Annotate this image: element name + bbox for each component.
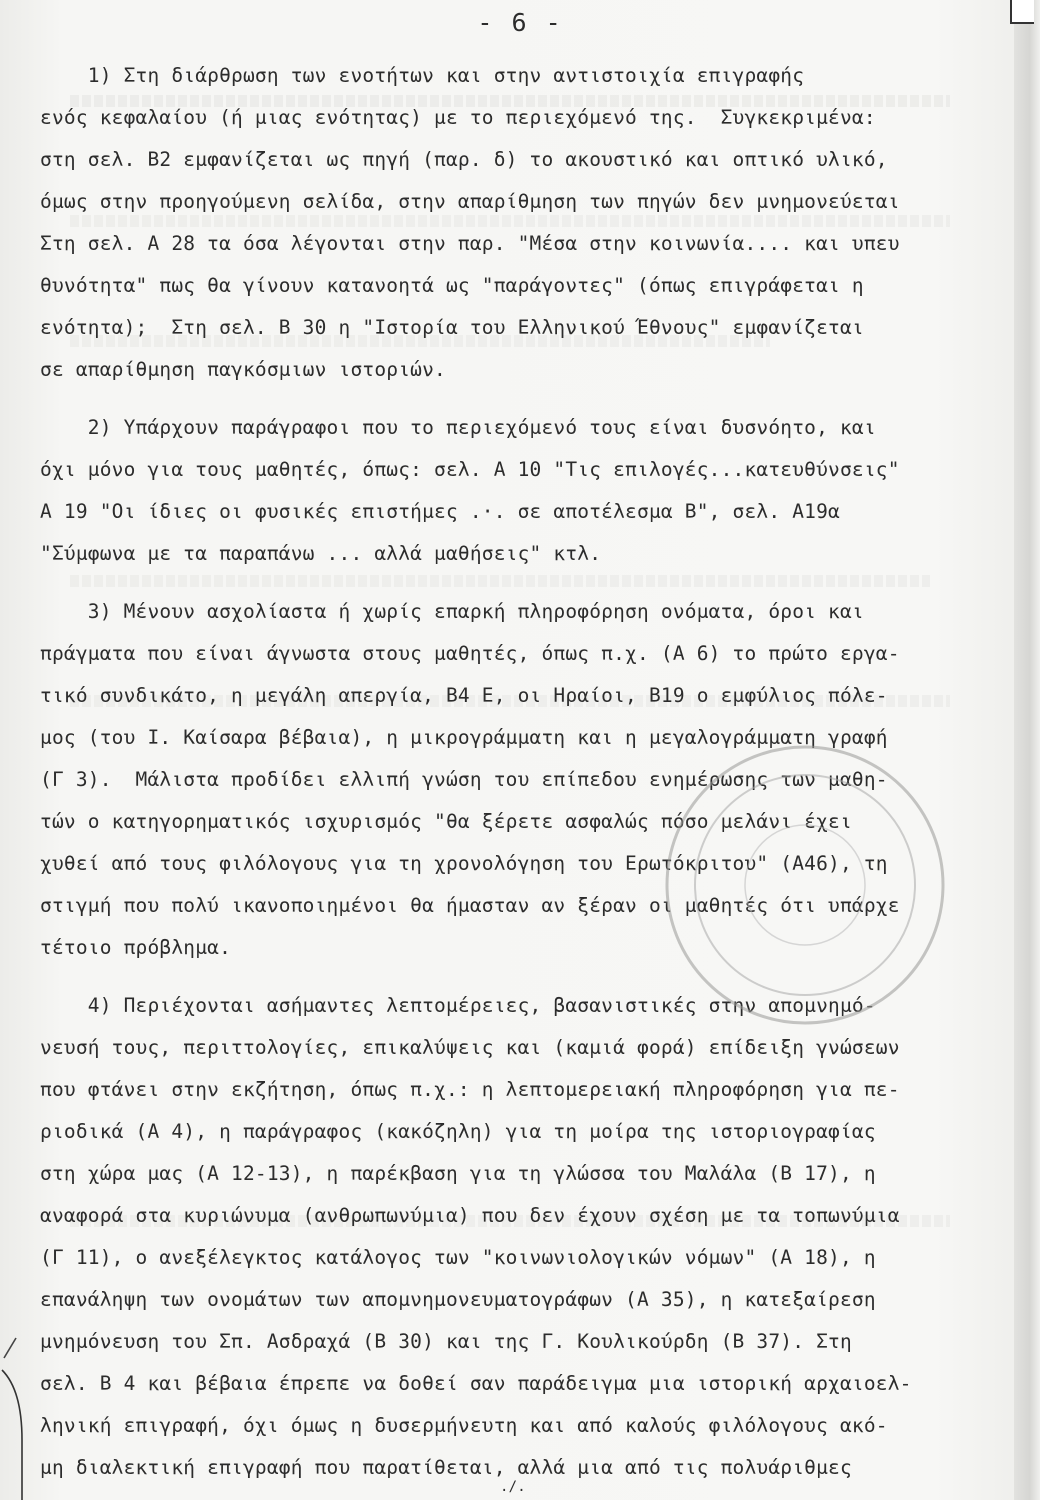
margin-mark [0,1330,40,1500]
text-line: όχι μόνο για τους μαθητές, όπως: σελ. Α 10 "Τις επιλογές...κατευθύνσεις" [40,458,900,481]
text-line: μη διαλεκτική επιγραφή που παρατίθεται, αλλά μια από τις πολυάριθμες [40,1456,852,1479]
text-line: στη σελ. Β2 εμφανίζεται ως πηγή (παρ. δ) το ακουστικό και οπτικό υλικό, [40,148,888,171]
text-line: 2) Υπάρχουν παράγραφοι που το περιεχόμενό τους είναι δυσνόητο, και [40,416,876,439]
text-line: χυθεί από τους φιλόλογους για τη χρονολόγηση του Ερωτόκριτου" (Α46), τη [40,852,888,875]
text-line: που φτάνει στην εκζήτηση, όπως π.χ.: η λεπτομερειακή πληροφόρηση για πε- [40,1078,900,1101]
continuation-mark: ./. [500,1479,526,1495]
text-line: θυνότητα" πως θα γίνουν κατανοητά ως "παράγοντες" (όπως επιγράφεται η [40,274,864,297]
text-line: στη χώρα μας (Α 12-13), η παρέκβαση για τη γλώσσα του Μαλάλα (Β 17), η [40,1162,876,1185]
text-line: "Σύμφωνα με τα παραπάνω ... αλλά μαθήσεις" κτλ. [40,542,602,565]
text-line: τικό συνδικάτο, η μεγάλη απεργία, Β4 Ε, οι Ηραίοι, Β19 ο εμφύλιος πόλε- [40,684,888,707]
text-line: τέτοιο πρόβλημα. [40,936,232,959]
text-line: σε απαρίθμηση παγκόσμιων ιστοριών. [40,358,446,381]
text-line: 1) Στη διάρθρωση των ενοτήτων και στην αντιστοιχία επιγραφής [40,64,805,87]
text-line: 3) Μένουν ασχολίαστα ή χωρίς επαρκή πληροφόρηση ονόματα, όροι και [40,600,864,623]
text-line: ενότητα); Στη σελ. Β 30 η "Ιστορία του Ελληνικού Έθνους" εμφανίζεται [40,316,864,339]
text-line: σελ. Β 4 και βέβαια έπρεπε να δοθεί σαν παράδειγμα μια ιστορική αρχαιοελ- [40,1372,912,1395]
text-line: (Γ 3). Μάλιστα προδίδει ελλιπή γνώση του επίπεδου ενημέρωσης των μαθη- [40,768,888,791]
text-line: αναφορά στα κυριώνυμα (ανθρωπωνύμια) που δεν έχουν σχέση με τα τοπωνύμια [40,1204,900,1227]
text-line: τών ο κατηγορηματικός ισχυρισμός "θα ξέρετε ασφαλώς πόσο μελάνι έχει [40,810,852,833]
page-edge [1014,0,1040,1500]
text-line: Α 19 "Οι ίδιες οι φυσικές επιστήμες .·. σε αποτέλεσμα Β", σελ. Α19α [40,500,840,523]
library-stamp [655,735,955,1035]
text-line: 4) Περιέχονται ασήμαντες λεπτομέρειες, βασανιστικές στην απομνημό- [40,994,876,1017]
text-line: μνημόνευση του Σπ. Ασδραχά (Β 30) και της Γ. Κουλικούρδη (Β 37). Στη [40,1330,852,1353]
text-line: μος (του Ι. Καίσαρα βέβαια), η μικρογράμματη και η μεγαλογράμματη γραφή [40,726,888,749]
page-number: - 6 - [477,8,563,37]
text-line: επανάληψη των ονομάτων των απομνημονευματογράφων (Α 35), η κατεξαίρεση [40,1288,876,1311]
text-line: ληνική επιγραφή, όχι όμως η δυσερμήνευτη και από καλούς φιλόλογους ακό- [40,1414,888,1437]
text-line: Στη σελ. Α 28 τα όσα λέγονται στην παρ. "Μέσα στην κοινωνία.... και υπευ [40,232,900,255]
text-line: νευσή τους, περιττολογίες, επικαλύψεις και (καμιά φορά) επίδειξη γνώσεων [40,1036,900,1059]
text-line: όμως στην προηγούμενη σελίδα, στην απαρίθμηση των πηγών δεν μνημονεύεται [40,190,900,213]
text-line: (Γ 11), ο ανεξέλεγκτος κατάλογος των "κοινωνιολογικών νόμων" (Α 18), η [40,1246,876,1269]
text-line: ριοδικά (Α 4), η παράγραφος (κακόζηλη) για τη μοίρα της ιστοριογραφίας [40,1120,876,1143]
text-line: πράγματα που είναι άγνωστα στους μαθητές, όπως π.χ. (Α 6) το πρώτο εργα- [40,642,900,665]
text-line: ενός κεφαλαίου (ή μιας ενότητας) με το περιεχόμενό της. Συγκεκριμένα: [40,106,876,129]
text-line: στιγμή που πολύ ικανοποιημένοι θα ήμασταν αν ξέραν οι μαθητές ότι υπάρχε [40,894,900,917]
